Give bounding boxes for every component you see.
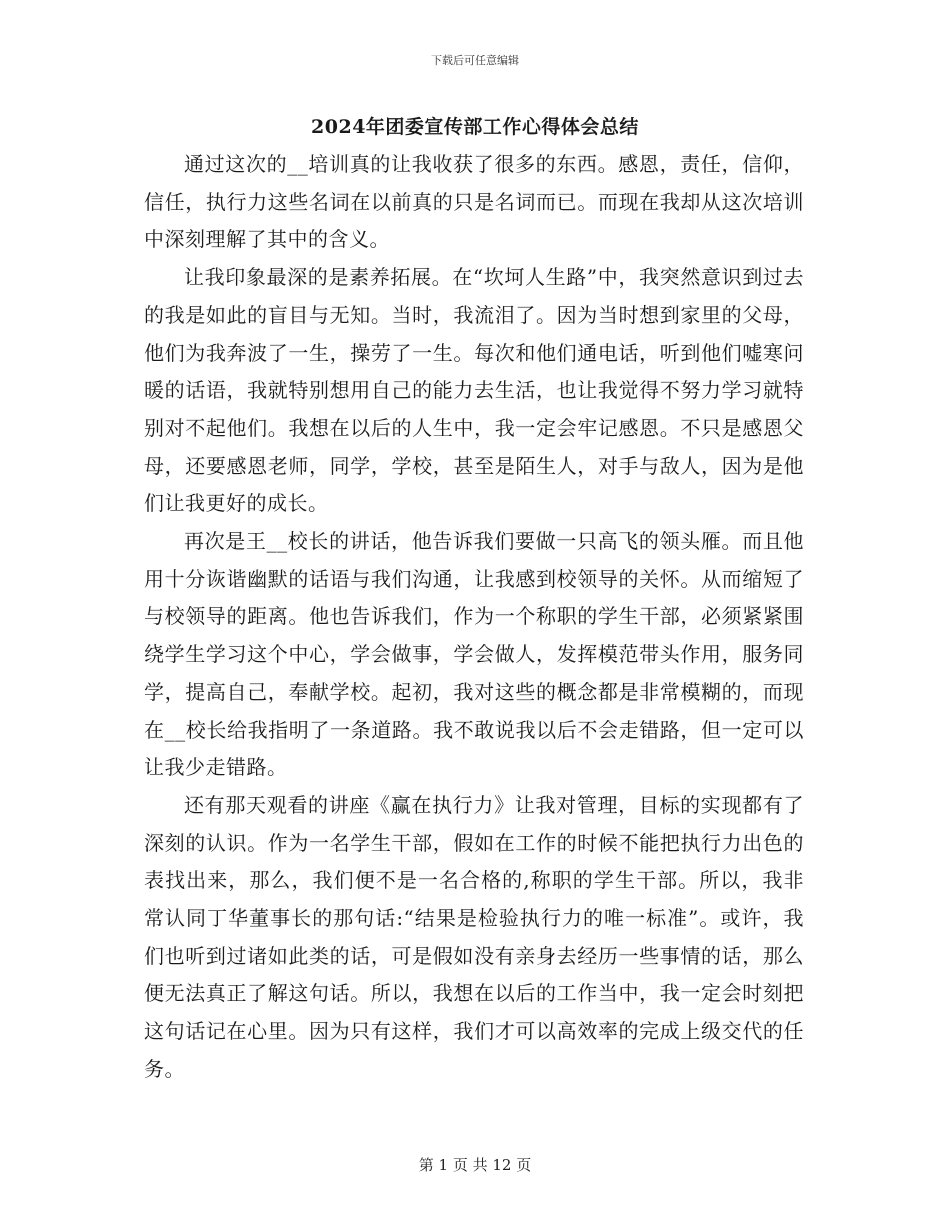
page-number: 第 1 页 共 12 页: [418, 1156, 532, 1174]
paragraph-gratitude: 让我印象最深的是素养拓展。在“坎坷人生路”中，我突然意识到过去的我是如此的盲目与无知。当时，我流泪了。因为当时想到家里的父母，他们为我奔波了一生，操劳了一生。每次和他们通电话，听到他们嘘寒问暖的话语，我就特别想用自己的能力去生活，也让我觉得不努力学习就特别对不起他们。我想在以后的人生中，我一定会牢记感恩。不只是感恩父母，还要感恩老师，同学，学校，甚至是陌生人，对手与敌人，因为是他们让我更好的成长。: [144, 265, 804, 516]
paragraph-principal-speech: 再次是王__校长的讲话，他告诉我们要做一只高飞的领头雁。而且他用十分诙谐幽默的话语与我们沟通，让我感到校领导的关怀。从而缩短了与校领导的距离。他也告诉我们，作为一个称职的学生干部，必须紧紧围绕学生学习这个中心，学会做事，学会做人，发挥模范带头作用，服务同学，提高自己，奉献学校。起初，我对这些的概念都是非常模糊的，而现在__校长给我指明了一条道路。我不敢说我以后不会走错路，但一定可以让我少走错路。: [144, 529, 804, 780]
paragraph-execution-lecture: 还有那天观看的讲座《赢在执行力》让我对管理，目标的实现都有了深刻的认识。作为一名学生干部，假如在工作的时候不能把执行力出色的表找出来，那么，我们便不是一名合格的,称职的学生干部。所以，我非常认同丁华董事长的那句话:“结果是检验执行力的唯一标准”。或许，我们也听到过诸如此类的话，可是假如没有亲身去经历一些事情的话，那么便无法真正了解这句话。所以，我想在以后的工作当中，我一定会时刻把这句话记在心里。因为只有这样，我们才可以高效率的完成上级交代的任务。: [144, 792, 804, 1081]
document-title: 2024年团委宣传部工作心得体会总结: [311, 116, 639, 138]
document-body: [144, 146, 804, 1089]
paragraph-training-gains: 通过这次的__培训真的让我收获了很多的东西。感恩，责任，信仰，信任，执行力这些名词在以前真的只是名词而已。而现在我却从这次培训中深刻理解了其中的含义。: [144, 152, 804, 252]
header-download-note: 下载后可任意编辑: [431, 54, 519, 67]
